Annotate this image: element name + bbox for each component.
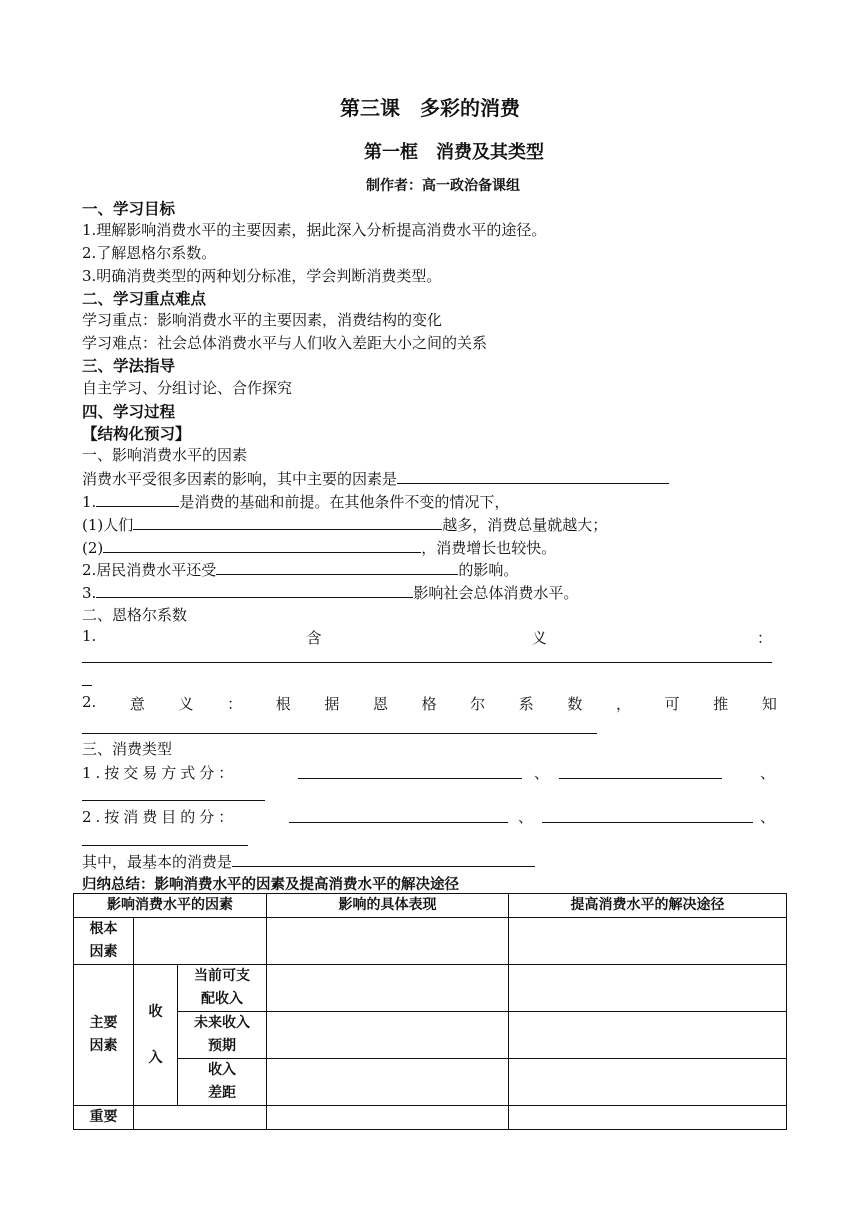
section-heading-key-points: 二、学习重点难点 bbox=[82, 289, 207, 308]
page-title: 第三课 多彩的消费 bbox=[340, 96, 520, 120]
empty-cell[interactable] bbox=[134, 1106, 267, 1130]
answer-blank[interactable] bbox=[298, 778, 522, 779]
line-char: 数 bbox=[567, 695, 583, 713]
answer-blank[interactable] bbox=[82, 685, 92, 686]
empty-cell[interactable] bbox=[509, 1059, 787, 1106]
line-char: 尔 bbox=[470, 695, 486, 713]
answer-blank[interactable] bbox=[559, 778, 722, 779]
method-text: 自主学习、分组讨论、合作探究 bbox=[82, 379, 293, 397]
section-heading-method: 三、学法指导 bbox=[82, 356, 176, 375]
line-text: 的影响。 bbox=[458, 561, 519, 579]
preview-heading: 【结构化预习】 bbox=[82, 424, 191, 443]
empty-cell[interactable] bbox=[509, 1106, 787, 1130]
separator: 、 bbox=[534, 764, 550, 782]
line-char: 根 bbox=[275, 695, 291, 713]
answer-blank[interactable] bbox=[542, 822, 753, 823]
answer-blank[interactable] bbox=[216, 559, 458, 575]
table-row bbox=[74, 965, 787, 1012]
empty-cell[interactable] bbox=[267, 1012, 509, 1059]
difficult-point-text: 学习难点：社会总体消费水平与人们收入差距大小之间的关系 bbox=[82, 334, 488, 352]
answer-blank[interactable] bbox=[133, 514, 442, 530]
part-heading-types: 三、消费类型 bbox=[82, 740, 173, 758]
answer-blank[interactable] bbox=[82, 800, 265, 801]
empty-cell[interactable] bbox=[267, 1059, 509, 1106]
answer-blank[interactable] bbox=[82, 662, 772, 663]
empty-cell[interactable] bbox=[267, 1106, 509, 1130]
section-heading-process: 四、学习过程 bbox=[82, 402, 176, 421]
table-header-cell: 提高消费水平的解决途径 bbox=[509, 894, 787, 918]
separator: 、 bbox=[760, 764, 776, 782]
line-char: 义 bbox=[178, 695, 194, 713]
fill-line-3 bbox=[82, 537, 556, 558]
row-label-main: 主要 因素 bbox=[74, 965, 134, 1106]
row-label-root: 根本 因素 bbox=[74, 918, 134, 965]
answer-blank[interactable] bbox=[82, 733, 597, 734]
answer-blank[interactable] bbox=[96, 491, 179, 507]
empty-cell[interactable] bbox=[509, 1012, 787, 1059]
page-subtitle: 第一框 消费及其类型 bbox=[364, 142, 544, 163]
line-char: 含 bbox=[306, 629, 322, 647]
line-char: 恩 bbox=[372, 695, 388, 713]
answer-blank[interactable] bbox=[103, 537, 421, 553]
line-text: 越多，消费总量就越大； bbox=[442, 516, 608, 534]
table-row bbox=[74, 1012, 787, 1059]
goal-item: 2.了解恩格尔系数。 bbox=[82, 244, 217, 262]
line-text: ，消费增长也较快。 bbox=[421, 539, 557, 557]
table-header-cell: 影响消费水平的因素 bbox=[74, 894, 267, 918]
line-char: ， bbox=[616, 695, 632, 713]
line-char: 意 bbox=[129, 695, 145, 713]
empty-cell[interactable] bbox=[134, 918, 267, 965]
row-label-current-income: 当前可支 配收入 bbox=[178, 965, 267, 1012]
line-char: 可 bbox=[664, 695, 680, 713]
line-char: ： bbox=[227, 695, 243, 713]
goal-item: 1.理解影响消费水平的主要因素，据此深入分析提高消费水平的途径。 bbox=[82, 221, 547, 239]
line-text: 3. bbox=[82, 584, 97, 602]
line-char: 义 bbox=[531, 629, 547, 647]
line-char: 1. bbox=[82, 627, 97, 645]
line-text: 其中，最基本的消费是 bbox=[82, 853, 233, 871]
empty-cell[interactable] bbox=[267, 918, 509, 965]
line-char: 推 bbox=[713, 695, 729, 713]
engel-significance-line bbox=[82, 693, 777, 714]
row-label-income: 收 入 bbox=[134, 965, 178, 1106]
line-text: 影响社会总体消费水平。 bbox=[413, 584, 579, 602]
types-line-2-label: 2.按消费目的分： bbox=[82, 808, 238, 826]
answer-blank[interactable] bbox=[96, 582, 413, 598]
answer-blank[interactable] bbox=[232, 851, 535, 867]
line-char: 2. bbox=[82, 693, 97, 711]
basic-consumption-line bbox=[82, 851, 535, 872]
table-header-row bbox=[74, 894, 787, 918]
types-line-1-label: 1.按交易方式分： bbox=[82, 764, 238, 782]
answer-blank[interactable] bbox=[289, 822, 508, 823]
line-char: 系 bbox=[518, 695, 534, 713]
key-point-text: 学习重点：影响消费水平的主要因素，消费结构的变化 bbox=[82, 311, 443, 329]
part-heading-engel: 二、恩格尔系数 bbox=[82, 606, 188, 624]
line-text: 2.居民消费水平还受 bbox=[82, 561, 217, 579]
fill-line-5 bbox=[82, 582, 578, 603]
fill-line-4 bbox=[82, 559, 518, 580]
empty-cell[interactable] bbox=[509, 965, 787, 1012]
line-char: 知 bbox=[761, 695, 777, 713]
table-row bbox=[74, 918, 787, 965]
engel-meaning-line bbox=[82, 627, 772, 648]
answer-blank[interactable] bbox=[397, 468, 669, 484]
line-text: 1. bbox=[82, 493, 97, 511]
row-label-income-gap: 收入 差距 bbox=[178, 1059, 267, 1106]
row-label-future-income: 未来收入 预期 bbox=[178, 1012, 267, 1059]
summary-heading: 归纳总结：影响消费水平的因素及提高消费水平的解决途径 bbox=[82, 876, 459, 893]
line-text: (2) bbox=[82, 539, 104, 557]
line-text: 是消费的基础和前提。在其他条件不变的情况下， bbox=[179, 493, 510, 511]
separator: 、 bbox=[760, 808, 776, 826]
goal-item: 3.明确消费类型的两种划分标准，学会判断消费类型。 bbox=[82, 267, 442, 285]
section-heading-goals: 一、学习目标 bbox=[82, 199, 176, 218]
line-char: 格 bbox=[421, 695, 437, 713]
line-char: 据 bbox=[324, 695, 340, 713]
part-heading-factors: 一、影响消费水平的因素 bbox=[82, 446, 248, 464]
fill-line-2 bbox=[82, 514, 607, 535]
empty-cell[interactable] bbox=[509, 918, 787, 965]
row-label-important: 重要 bbox=[74, 1106, 134, 1130]
table-row bbox=[74, 1059, 787, 1106]
table-row bbox=[74, 1106, 787, 1130]
line-text: (1)人们 bbox=[82, 516, 134, 534]
factors-intro-line bbox=[82, 468, 669, 489]
empty-cell[interactable] bbox=[267, 965, 509, 1012]
line-char: ： bbox=[756, 629, 772, 647]
fill-line-1 bbox=[82, 491, 509, 512]
author-line: 制作者：高一政治备课组 bbox=[366, 178, 520, 194]
summary-table bbox=[73, 893, 787, 1130]
separator: 、 bbox=[518, 808, 534, 826]
table-header-cell: 影响的具体表现 bbox=[267, 894, 509, 918]
answer-blank[interactable] bbox=[82, 845, 248, 846]
factors-intro-text: 消费水平受很多因素的影响，其中主要的因素是 bbox=[82, 470, 398, 488]
